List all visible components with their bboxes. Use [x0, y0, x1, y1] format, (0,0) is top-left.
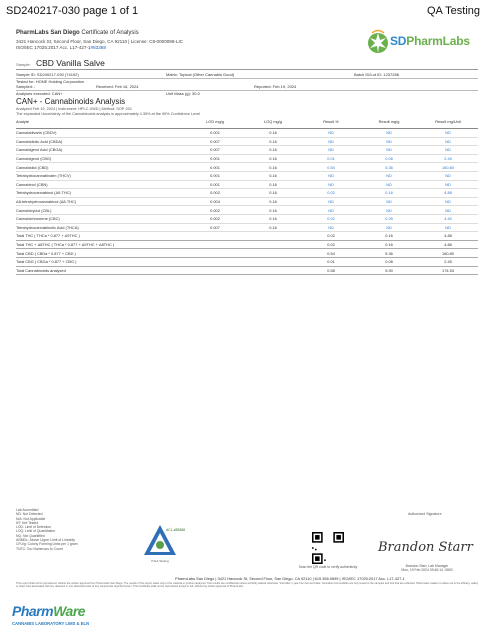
table-cell: 0.007: [186, 146, 244, 155]
total-cell: 4.88: [418, 240, 478, 249]
total-row: [16, 257, 478, 266]
column-header: Result mg/g: [360, 117, 418, 129]
column-header: Result %: [302, 117, 360, 129]
total-row: [16, 240, 478, 249]
table-cell: ND: [360, 223, 418, 232]
total-cell: 160.80: [418, 249, 478, 258]
logo-sd: SD: [390, 34, 407, 48]
iso-accreditation: ISO/IEC 17025:2017 Acc. L17-427-1: [16, 45, 91, 50]
received: Received: Feb 16, 2024: [96, 84, 139, 89]
signature-date: Mon, 19 Feb 2024 09:45:14 -0800: [401, 568, 453, 573]
table-cell: 2.45: [418, 154, 478, 163]
analyte-name: Tetrahydrocannabinolic Acid (THCA): [16, 223, 186, 232]
pharmware-wordmark: [12, 603, 85, 619]
qr-caption: Scan the QR code to verify authenticity: [298, 565, 358, 569]
total-cell: 5.36: [360, 249, 418, 258]
table-cell: 4.88: [418, 189, 478, 198]
table-row: [16, 171, 478, 180]
total-row: [16, 266, 478, 275]
table-cell: ND: [360, 197, 418, 206]
table-cell: 0.25: [360, 214, 418, 223]
table-cell: ND: [302, 180, 360, 189]
analyte-name: Cannabinol (CBN): [16, 180, 186, 189]
total-cell: 0.01: [302, 257, 360, 266]
table-cell: ND: [360, 206, 418, 215]
table-row: [16, 189, 478, 198]
unit-mass: Unit Mass (g): 30.0: [166, 90, 200, 96]
lab-name: PharmLabs San Diego: [16, 30, 80, 36]
signature-label: Authorized Signature: [408, 512, 442, 516]
total-cell: 5.90: [360, 266, 418, 275]
table-cell: 0.16: [244, 223, 302, 232]
analyte-name: Δ8-tetrahydrocannabinol (Δ8-THC): [16, 197, 186, 206]
sample-meta: [16, 72, 478, 96]
abbreviation-item: ND: Not Detected: [16, 512, 43, 517]
table-cell: ND: [418, 197, 478, 206]
table-cell: ND: [360, 129, 418, 138]
analyte-name: Cannabicyclol (CBL): [16, 206, 186, 215]
table-cell: 0.001: [186, 180, 244, 189]
leaf-flask-icon: [366, 28, 390, 56]
total-label: Total CBD ( CBDa * 0.877 + CBD ): [16, 249, 302, 258]
table-cell: ND: [302, 129, 360, 138]
analyte-name: Cannabichromene (CBC): [16, 214, 186, 223]
table-cell: 160.80: [418, 163, 478, 172]
table-cell: 0.001: [186, 163, 244, 172]
total-cell: 0.16: [360, 232, 418, 241]
total-cell: 174.53: [418, 266, 478, 275]
column-header: Analyte: [16, 117, 186, 129]
pharmware-tagline: CANNABIS LABORATORY LIMS & ELN: [12, 621, 90, 626]
table-cell: ND: [418, 129, 478, 138]
meta-row-4: [16, 91, 478, 97]
table-cell: 0.16: [244, 197, 302, 206]
tested-for: Tested for: HONE Holding Corporation: [16, 78, 85, 84]
logo-pharmlabs: PharmLabs: [406, 34, 470, 48]
pharmware-main: Pharm: [12, 603, 54, 619]
table-cell: 0.004: [186, 197, 244, 206]
abbreviation-item: TNTC: Too Numerous to Count: [16, 546, 63, 551]
abbreviation-item: N/A: Not Applicable: [16, 516, 46, 521]
table-cell: ND: [302, 206, 360, 215]
table-cell: 0.002: [186, 214, 244, 223]
sample-label: Sample:: [16, 62, 31, 67]
table-cell: 0.16: [360, 189, 418, 198]
table-cell: ND: [360, 146, 418, 155]
total-row: [16, 232, 478, 241]
table-cell: ND: [418, 180, 478, 189]
total-cell: 2.45: [418, 257, 478, 266]
table-cell: ND: [302, 197, 360, 206]
total-label: Total THC ( THCa * 0.877 + Δ9THC ): [16, 232, 302, 241]
signer-name: Brandon Starr, Lab Manager: [405, 564, 449, 568]
reported: Reported: Feb 19, 2024: [254, 84, 297, 89]
abbreviation-item: LOD: Limit of Detection: [16, 525, 52, 530]
table-row: [16, 129, 478, 138]
table-cell: 0.16: [244, 163, 302, 172]
total-cell: 0.54: [302, 249, 360, 258]
sampled: Sampled: -: [16, 84, 36, 89]
analyte-name: Cannabigerol (CBG): [16, 154, 186, 163]
table-cell: 0.16: [244, 146, 302, 155]
table-cell: 0.16: [244, 137, 302, 146]
sample-id: Sample ID: SD240217-030 (74192): [16, 72, 79, 77]
total-cell: 4.88: [418, 232, 478, 241]
table-cell: 0.001: [186, 154, 244, 163]
table-cell: ND: [302, 171, 360, 180]
document-type: QA Testing: [427, 5, 480, 17]
sd-pharmlabs-logo: [366, 28, 478, 56]
section-subtitle: [16, 107, 200, 117]
abbreviation-item: NT: Not Tested: [16, 520, 39, 525]
table-cell: ND: [418, 206, 478, 215]
table-cell: 0.16: [244, 189, 302, 198]
footer-address: PharmLabs San Diego | 3421 Hancock St, Second Floor, San Diego, CA 92110 | 619.356.0699 | ISO/IEC 17025:2017 Acc. L17-427-1: [175, 576, 405, 581]
table-cell: 0.01: [302, 154, 360, 163]
table-cell: ND: [302, 223, 360, 232]
lab-address: 3421 Hancock St, Second Floor, San Diego, CA 92110 | License: C8-0000098-LIC: [16, 39, 184, 44]
analyte-name: Cannabigerol Acid (CBGA): [16, 146, 186, 155]
qr-code-icon[interactable]: [312, 532, 344, 564]
iso-link[interactable]: #83368: [90, 45, 106, 50]
pharmware-accent: Ware: [53, 603, 86, 619]
analyte-name: Cannabidiol (CBD): [16, 163, 186, 172]
total-cell: 0.08: [360, 257, 418, 266]
total-cell: 0.02: [302, 232, 360, 241]
pjla-caption: PJLA Testing: [151, 559, 169, 563]
matrix: Matrix: Topical (Other Cannabis Good): [166, 72, 235, 77]
total-label: Total Cannabinoids analyzed: [16, 266, 302, 275]
sample-row: [16, 57, 478, 70]
coa-subtitle: Certificate of Analysis: [81, 30, 139, 36]
abbreviations-list: [16, 508, 78, 551]
table-cell: 0.002: [186, 189, 244, 198]
total-cell: 0.58: [302, 266, 360, 275]
accreditation-number: ACL-#83368: [166, 528, 186, 532]
table-row: [16, 137, 478, 146]
table-cell: ND: [418, 146, 478, 155]
analyte-name: Tetrahydrocannabivarin (THCV): [16, 171, 186, 180]
table-row: [16, 146, 478, 155]
abbreviation-item: NQ: Not Quantified: [16, 533, 45, 538]
table-cell: 0.002: [186, 206, 244, 215]
table-cell: ND: [302, 137, 360, 146]
abbreviation-item: LOQ: Limit of Quantitation: [16, 529, 56, 534]
table-header-row: [16, 117, 478, 129]
footer-disclaimer: This report shall not be reproduced, without the written approval from PharmLabs San Diego. The results of this report relate only to the material or product analyzed. Test results are confidential unless explicitly waived otherwise. Void after 1 year from test end date. Cannabis Commodities are only tested to the samples and lots that are collected. PharmLabs makes no claims as to the efficacy, safety or other risks associated with any detected or non-detected levels of any compounds reported herein. This Certificate shall not be reproduced except in full, without the written approval of PharmLabs.: [16, 582, 478, 589]
abbreviation-item: Lab Accredited: [16, 508, 39, 512]
table-cell: 0.16: [244, 214, 302, 223]
table-cell: ND: [418, 137, 478, 146]
table-row: [16, 197, 478, 206]
top-bar: [0, 0, 494, 22]
table-row: [16, 154, 478, 163]
signature-image: Brandon Starr: [378, 540, 473, 555]
table-cell: 5.36: [360, 163, 418, 172]
total-row: [16, 249, 478, 258]
pharmware-logo: [12, 603, 92, 633]
logo-wordmark: [390, 34, 470, 48]
total-label: Total THC + Δ8THC ( THCa * 0.877 + Δ9THC + Δ8THC ): [16, 240, 302, 249]
table-cell: 0.16: [244, 206, 302, 215]
analyte-name: Cannabidivarin (CBDV): [16, 129, 186, 138]
table-cell: 0.001: [186, 171, 244, 180]
column-header: LOD mg/g: [186, 117, 244, 129]
table-cell: 0.16: [244, 180, 302, 189]
total-cell: 0.16: [360, 240, 418, 249]
cannabinoids-table: [16, 117, 478, 275]
table-cell: ND: [302, 146, 360, 155]
table-cell: 0.02: [302, 214, 360, 223]
batch-id: Batch ID/Lot ID: 1237286: [354, 72, 399, 77]
table-row: [16, 206, 478, 215]
table-cell: 0.08: [360, 154, 418, 163]
table-cell: 0.54: [302, 163, 360, 172]
table-cell: ND: [418, 223, 478, 232]
table-cell: 0.16: [244, 171, 302, 180]
total-label: Total CBG ( CBGa * 0.877 + CBG ): [16, 257, 302, 266]
uncertainty-note: The expanded Uncertainty of the Cannabinoids analysis is approximately 4.35% at the 95% Confidence Level: [16, 112, 201, 116]
abbreviation-item: ANMDL: Above Upper Limit of Linearity: [16, 538, 75, 543]
table-row: [16, 223, 478, 232]
table-cell: 0.007: [186, 223, 244, 232]
table-row: [16, 214, 478, 223]
table-cell: ND: [360, 137, 418, 146]
sample-name: CBD Vanilla Salve: [36, 58, 105, 68]
document-title: SD240217-030 page 1 of 1: [6, 5, 139, 17]
column-header: Result mg/Unit: [418, 117, 478, 129]
column-header: LOQ mg/g: [244, 117, 302, 129]
table-cell: 0.16: [244, 154, 302, 163]
table-cell: ND: [418, 171, 478, 180]
signer-info: [392, 564, 462, 572]
analyses-executed: Analyses executed: CAN+: [16, 90, 63, 96]
table-cell: ND: [360, 171, 418, 180]
table-row: [16, 180, 478, 189]
analyte-name: Cannabidiolic Acid (CBDA): [16, 137, 186, 146]
analysis-info: Analyzed Feb 19, 2024 | Instrument: HPLC-VWD | Method: SOP-001: [16, 107, 132, 111]
analyte-name: Tetrahydrocannabinol (Δ9-THC): [16, 189, 186, 198]
table-cell: 4.40: [418, 214, 478, 223]
section-title: CAN+ - Cannabinoids Analysis: [16, 97, 126, 106]
total-cell: 0.02: [302, 240, 360, 249]
table-cell: 0.007: [186, 137, 244, 146]
abbreviation-item: CFU/g: Colony Forming Units per 1 gram: [16, 542, 78, 547]
table-cell: 0.16: [244, 129, 302, 138]
table-row: [16, 163, 478, 172]
table-cell: 0.02: [302, 189, 360, 198]
table-cell: 0.001: [186, 129, 244, 138]
table-cell: ND: [360, 180, 418, 189]
